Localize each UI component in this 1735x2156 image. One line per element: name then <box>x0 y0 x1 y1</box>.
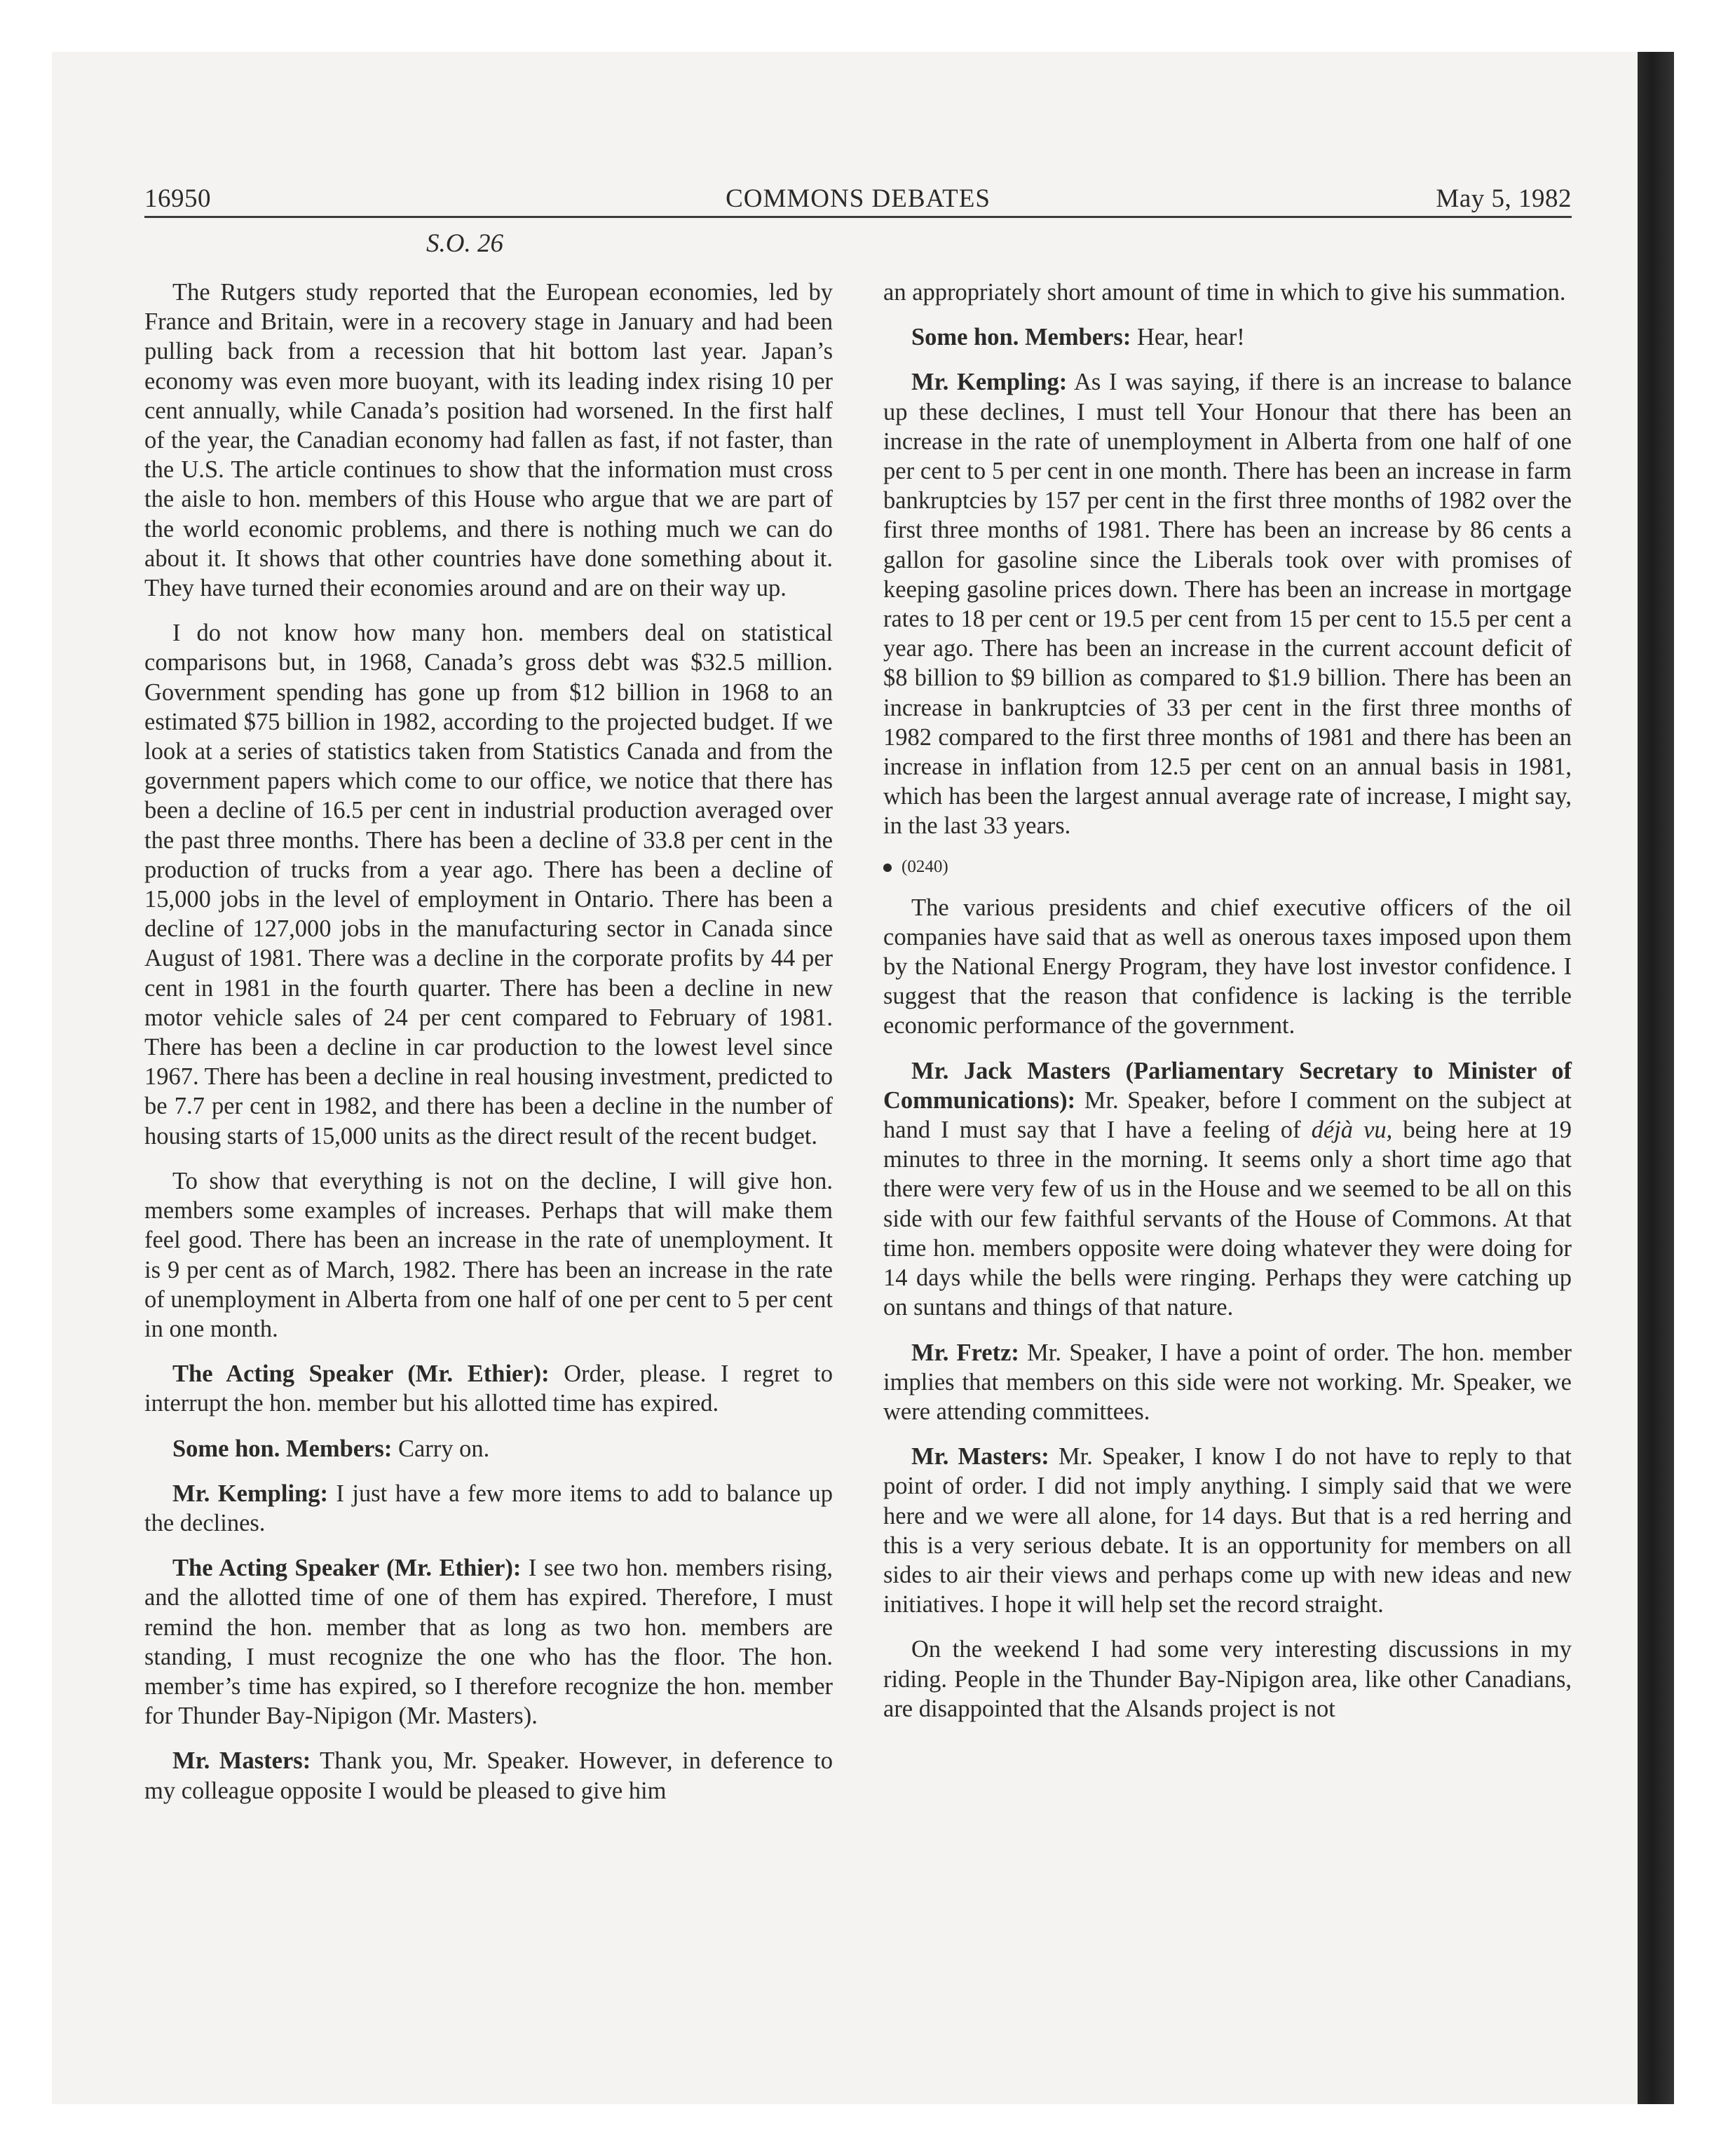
speaker-name: Mr. Kempling: <box>172 1480 328 1507</box>
speech-text: Hear, hear! <box>1131 324 1245 351</box>
bullet-icon <box>883 864 892 872</box>
speech <box>144 1553 833 1731</box>
scan-edge-shadow <box>1638 52 1674 2104</box>
speech <box>144 1359 833 1418</box>
speaker-name: Mr. Kempling: <box>911 369 1068 396</box>
paragraph: To show that everything is not on the decline, I will give hon. members some examples of increases. Perhaps that will make them feel good. There has been an increase in the rate of unemployment. It is 9 per cent as of March, 1982. There has been an increase in the rate of unemployment in Alberta from one half of one per cent to 5 per cent in one month. <box>144 1167 833 1342</box>
speech <box>883 1056 1572 1323</box>
publication-date: May 5, 1982 <box>1436 184 1572 213</box>
speaker-name: Mr. Jack Masters (Parliamentary Secretary to Minister of Communications): <box>883 1057 1572 1114</box>
paragraph: The Rutgers study reported that the European economies, led by France and Britain, were in a recovery stage in January and had been pulling back from a recession that hit bottom last year. Japan’s economy was even more buoyant, with its leading index rising 10 per cent annually, while Canada’s position had worsened. In the first half of the year, the Canadian economy had fallen as fast, if not faster, than the U.S. The article continues to show that the information must cross the aisle to hon. members of this House who argue that we are part of the world economic problems, and there is nothing much we can do about it. It shows that other countries have done something about it. They have turned their economies around and are on their way up. <box>144 279 833 602</box>
speaker-name: The Acting Speaker (Mr. Ethier): <box>172 1360 550 1388</box>
section-marker: S.O. 26 <box>426 229 503 258</box>
paragraph: On the weekend I had some very interesting discussions in my riding. People in the Thunder Bay-Nipigon area, like other Canadians, are disappointed that the Alsands project is not <box>883 1636 1572 1722</box>
speech-text: Carry on. <box>392 1435 490 1462</box>
right-column <box>883 278 1572 1739</box>
speaker-name: Some hon. Members: <box>911 324 1131 351</box>
paragraph: I do not know how many hon. members deal on statistical comparisons but, in 1968, Canada’s gross debt was $32.5 million. Government spending has gone up from $12 billion in 1968 to an estimated $75 billion in 1982, according to the projected budget. If we look at a series of statistics taken from Statistics Canada and from the government papers which come to our office, we notice that there has been a decline of 16.5 per cent in industrial production averaged over the past three months. There has been a decline of 33.8 per cent in the production of trucks from a year ago. There has been a decline of 15,000 jobs in the level of employment in Ontario. There has been a decline of 127,000 jobs in the manufacturing sector in Canada since August of 1981. There was a decline in the corporate profits by 44 per cent in 1981 in the fourth quarter. There has been a decline in new motor vehicle sales of 24 per cent compared to February of 1981. There has been a decline in car production to the lowest level since 1967. There has been a decline in real housing investment, predicted to be 7.7 per cent in 1982, and there has been a decline in the number of housing starts of 15,000 units as the direct result of the recent budget. <box>144 620 833 1149</box>
speech-text: being here at 19 minutes to three in the morning. It seems only a short time ago that there were very few of us in the House and we seemed to be all on this side with our few faithful servants of the House of Commons. At that time hon. members opposite were doing whatever they were doing for 14 days while the bells were ringing. Perhaps they were catching up on suntans and things of that nature. <box>883 1117 1572 1321</box>
time-marker <box>883 857 1572 878</box>
speech-text: As I was saying, if there is an increase to balance up these declines, I must tell Your Honour that there has been an increase in the rate of unemployment in Alberta from one half of one per cent to 5 per cent in one month. There has been an increase in farm bankruptcies by 157 per cent in the first three months of 1982 over the first three months of 1981. There has been an increase by 86 cents a gallon for gasoline since the Liberals took over with promises of keeping gasoline prices down. There has been an increase in mortgage rates to 18 per cent or 19.5 per cent from 15 per cent to 15.5 per cent a year ago. There has been an increase in the current account deficit of $8 billion to $9 billion as compared to $1.9 billion. There has been an increase in bankruptcies of 33 per cent in the first three months of 1982 compared to the first three months of 1981 and there has been an increase in inflation from 12.5 per cent on an annual basis in 1981, which has been the largest annual average rate of increase, I might say, in the last 33 years. <box>883 369 1572 840</box>
speech-text: Thank you, Mr. Speaker. However, in deference to my colleague opposite I would be pleased to give him <box>144 1747 833 1804</box>
paragraph: The various presidents and chief executive officers of the oil companies have said that as well as onerous taxes imposed upon them by the National Energy Program, they have lost investor confidence. I suggest that the reason that confidence is lacking is the terrible economic performance of the government. <box>883 894 1572 1039</box>
speech <box>883 1442 1572 1619</box>
speaker-name: The Acting Speaker (Mr. Ethier): <box>172 1555 522 1582</box>
speaker-name: Mr. Masters: <box>172 1747 311 1775</box>
speech-text: Order, please. I regret to interrupt the hon. member but his allotted time has expired. <box>144 1360 833 1417</box>
speech-text: I just have a few more items to add to balance up the declines. <box>144 1480 833 1536</box>
page-number: 16950 <box>144 184 211 213</box>
paragraph: an appropriately short amount of time in which to give his summation. <box>883 279 1566 306</box>
speech <box>883 367 1572 840</box>
speech <box>144 1434 833 1464</box>
time-marker-text: (0240) <box>901 857 948 876</box>
speech-text: Mr. Speaker, I know I do not have to reply to that point of order. I did not imply anything. I simply said that we were here and we were all alone, for 14 days. But that is a red herring and this is a very serious debate. It is an opportunity for members on all sides to air their views and perhaps come up with new ideas and new initiatives. I hope it will help set the record straight. <box>883 1443 1572 1618</box>
speech-text: I see two hon. members rising, and the allotted time of one of them has expired. Therefore, I must remind the hon. member that as long as two hon. members are standing, I must recognize the one who has the floor. The hon. member’s time has expired, so I therefore recognize the hon. member for Thunder Bay-Nipigon (Mr. Masters). <box>144 1555 834 1730</box>
speech <box>883 1338 1572 1427</box>
speaker-name: Mr. Fretz: <box>911 1339 1019 1366</box>
speech-text: Mr. Speaker, before I comment on the subject at hand I must say that I have a feeling of <box>883 1086 1572 1144</box>
speech-text: Mr. Speaker, I have a point of order. The hon. member implies that members on this side were not working. Mr. Speaker, we were attending committees. <box>883 1339 1572 1425</box>
page-header <box>144 184 1572 219</box>
speaker-name: Some hon. Members: <box>172 1435 393 1462</box>
speech <box>144 1479 833 1538</box>
speech <box>144 1746 833 1805</box>
left-column <box>144 278 833 1821</box>
publication-title: COMMONS DEBATES <box>726 184 991 213</box>
header-rule <box>144 216 1572 218</box>
speech <box>883 322 1572 352</box>
speaker-name: Mr. Masters: <box>911 1443 1049 1471</box>
speech-italic-text: déjà vu, <box>1311 1117 1393 1144</box>
